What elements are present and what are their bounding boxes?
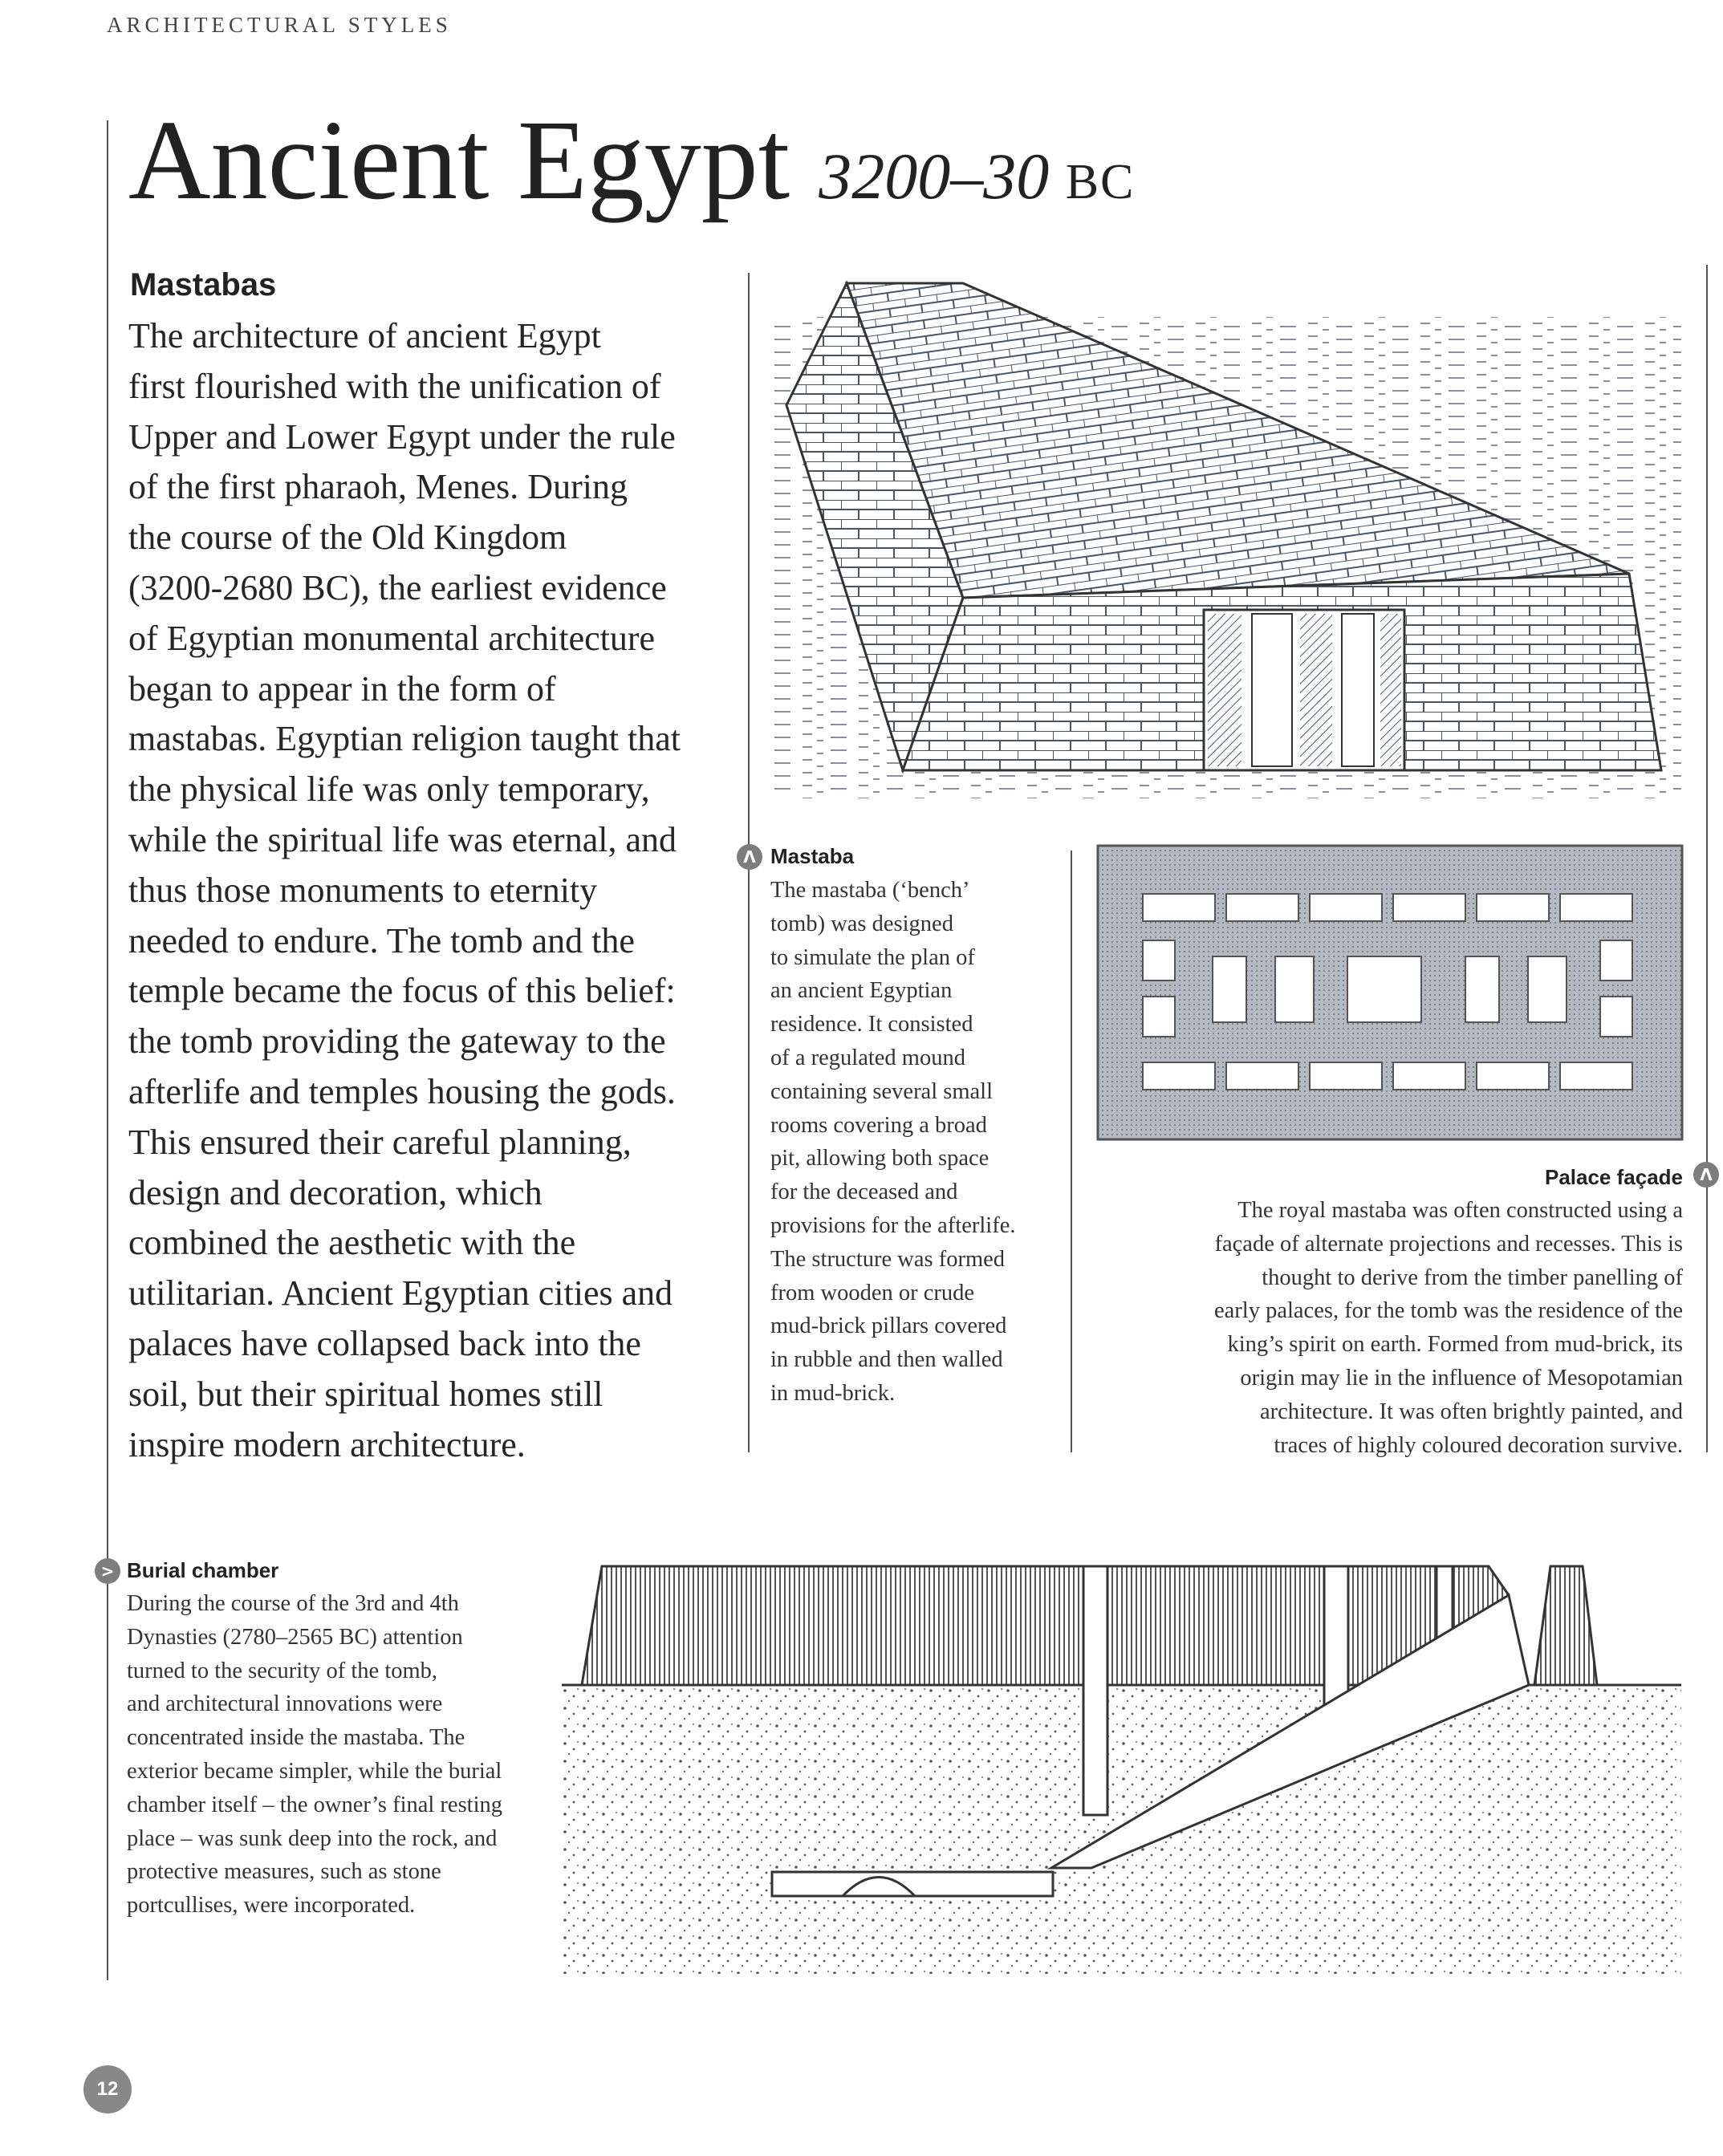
burial-chamber-caption-body: [127, 1587, 560, 1923]
caption-line: Dynasties (2780–2565 BC) attention: [127, 1624, 463, 1650]
body-line: palaces have collapsed back into the: [128, 1323, 641, 1363]
caption-line: from wooden or crude: [770, 1280, 975, 1305]
caption-line: to simulate the plan of: [770, 944, 975, 970]
title-dates: 3200–30 BC: [819, 140, 1136, 213]
caption-line: and architectural innovations were: [127, 1691, 443, 1717]
body-line: the tomb providing the gateway to the: [128, 1021, 666, 1062]
body-line: (3200-2680 BC), the earliest evidence: [128, 567, 667, 607]
caption-line: façade of alternate projections and recesses. This is: [1214, 1231, 1683, 1257]
body-line: thus those monuments to eternity: [128, 870, 598, 910]
caption-line: provisions for the afterlife.: [770, 1212, 1016, 1238]
caption-line: architecture. It was often brightly painted, and: [1259, 1399, 1683, 1424]
body-line: The architecture of ancient Egypt: [128, 316, 601, 355]
caption-line: thought to derive from the timber panelling of: [1262, 1265, 1683, 1290]
palace-facade-caption-heading: Palace façade: [1544, 1165, 1683, 1189]
caption-line: containing several small: [770, 1078, 993, 1104]
burial-chamber: [772, 1872, 1053, 1896]
running-head: ARCHITECTURAL STYLES: [107, 13, 452, 37]
burial-chamber-caption-heading: Burial chamber: [127, 1558, 279, 1582]
body-line: needed to endure. The tomb and the: [128, 920, 635, 960]
caption-line: exterior became simpler, while the burial: [127, 1758, 502, 1784]
up-arrow-icon: Λ: [1693, 1162, 1719, 1188]
caption-line: early palaces, for the tomb was the residence of the: [1214, 1298, 1683, 1324]
caption-line: chamber itself – the owner’s final resting: [127, 1792, 502, 1817]
caption-line: protective measures, such as stone: [127, 1859, 441, 1885]
caption-line: portcullises, were incorporated.: [127, 1893, 416, 1918]
caption-line: residence. It consisted: [770, 1012, 973, 1037]
caption-line: origin may lie in the influence of Mesopotamian: [1240, 1365, 1683, 1391]
main-body-text: [128, 311, 738, 1470]
mastaba-entrance: [1204, 610, 1404, 770]
palace-facade-caption-body: [1107, 1194, 1683, 1462]
caption-line: The royal mastaba was often constructed using a: [1237, 1198, 1683, 1223]
caption-line: rooms covering a broad: [770, 1112, 987, 1138]
right-margin-rule: [1706, 265, 1708, 1452]
section-heading: Mastabas: [130, 267, 277, 302]
body-line: the physical life was only temporary,: [128, 769, 650, 810]
caption-line: pit, allowing both space: [770, 1146, 990, 1171]
caption-line: an ancient Egyptian: [770, 978, 953, 1004]
burial-superstructure: [582, 1566, 1509, 1685]
mastaba-caption-body: [770, 874, 1059, 1411]
body-line: while the spiritual life was eternal, and: [128, 819, 677, 859]
right-arrow-icon: >: [95, 1558, 120, 1584]
body-line: afterlife and temples housing the gods.: [128, 1071, 676, 1111]
burial-chamber-illustration: [562, 1563, 1681, 1980]
body-line: This ensured their careful planning,: [128, 1122, 632, 1162]
caption-line: turned to the security of the tomb,: [127, 1658, 438, 1683]
burial-enclosure-wall: [1534, 1566, 1597, 1685]
title-main: Ancient Egypt: [128, 96, 790, 223]
body-line: utilitarian. Ancient Egyptian cities and: [128, 1273, 673, 1313]
up-arrow-icon: Λ: [737, 844, 762, 870]
left-margin-rule: [107, 120, 108, 1980]
body-line: began to appear in the form of: [128, 668, 556, 709]
caption-line: concentrated inside the mastaba. The: [127, 1725, 465, 1751]
page-title: [128, 96, 1136, 223]
caption-line: place – was sunk deep into the rock, and: [127, 1825, 498, 1851]
caption-line: in rubble and then walled: [770, 1347, 1003, 1373]
caption-line: The structure was formed: [770, 1246, 1006, 1272]
body-line: of the first pharaoh, Menes. During: [128, 467, 628, 507]
caption-line: mud-brick pillars covered: [770, 1313, 1007, 1339]
caption-line: for the deceased and: [770, 1180, 958, 1205]
mastaba-caption-heading: Mastaba: [770, 844, 855, 868]
body-line: inspire modern architecture.: [128, 1424, 526, 1464]
body-line: Upper and Lower Egypt under the rule: [128, 416, 676, 457]
caption-line: of a regulated mound: [770, 1045, 965, 1070]
body-line: first flourished with the unification of: [128, 366, 661, 406]
body-line: design and decoration, which: [128, 1172, 543, 1212]
body-line: the course of the Old Kingdom: [128, 518, 567, 558]
body-line: combined the aesthetic with the: [128, 1223, 576, 1263]
caption-line: During the course of the 3rd and 4th: [127, 1591, 459, 1616]
column-rule-2: [1071, 851, 1072, 1452]
caption-line: in mud-brick.: [770, 1380, 896, 1406]
caption-line: king’s spirit on earth. Formed from mud-brick, its: [1227, 1332, 1683, 1358]
body-line: soil, but their spiritual homes still: [128, 1374, 603, 1414]
mastaba-illustration: [770, 269, 1681, 802]
body-line: mastabas. Egyptian religion taught that: [128, 719, 681, 759]
body-line: temple became the focus of this belief:: [128, 971, 676, 1011]
body-line: of Egyptian monumental architecture: [128, 618, 656, 658]
page-number: 12: [83, 2065, 132, 2113]
caption-line: tomb) was designed: [770, 911, 953, 936]
caption-line: traces of highly coloured decoration survive.: [1274, 1432, 1683, 1458]
caption-line: The mastaba (‘bench’: [770, 878, 970, 903]
mastaba-plan-illustration: [1096, 844, 1684, 1141]
